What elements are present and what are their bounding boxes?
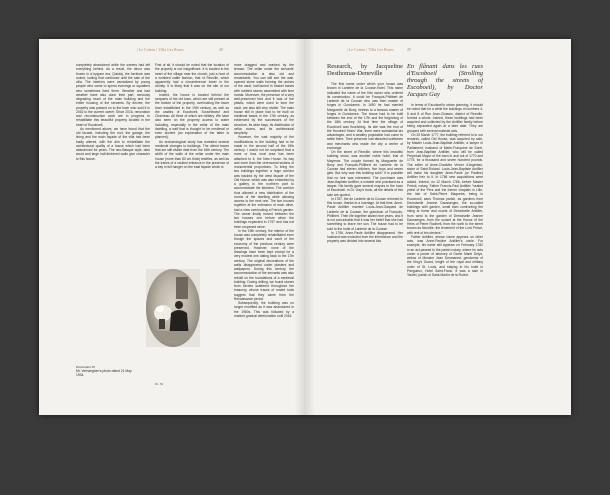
photo-scene <box>146 269 200 347</box>
running-header-left: | Le Cotton | Villa Les Roses <box>137 48 184 52</box>
left-column-3 <box>234 63 294 401</box>
floor-shape <box>151 331 195 341</box>
paragraph: In 1787, the de Lanterie de la Cousse returned to this house, thanks to a marriage. At that time, Anne-Paule Antillier married Louis-Jean-Gaspard de Lanterie de la Cousse, the grandson of François-Philibert. Their life together lasted nine years, and it is not conceivable that it was her belief that she had something to leave her son. The house had to be sold to the hotel of Lanterie de la Cousse. <box>327 196 403 231</box>
right-column-2 <box>407 63 483 401</box>
paragraph: In 1796, Anne-Paule Antillier disappeared. Her husband was excluded from the inheritance and the property was divided into several lots. <box>327 230 403 244</box>
left-column-1 <box>76 63 150 229</box>
paragraph: First of all, it should be noted that the location of the property is not insignificant. It is located in the heart of the village near the church, just a hunt of a wrinkled cattle fashion, that of Rexville, which apparently had a circumference lower in the vicinity. It is likely that it was on the site of our building. <box>155 63 229 93</box>
person-head <box>175 301 183 309</box>
page-number-right: 29 <box>407 48 411 52</box>
flowers-shape <box>156 306 164 312</box>
vase-shape <box>159 319 165 329</box>
paragraph: In the 19th century, the interior of the house was completely rehabilitated even though the spaces and vault of the economy of the previous century were preserved. However, none of the drawings have been kept except for a very modest one dating back to the 17th century. The original decorations of the walls disappeared under plasters and wallpapers. During this century, the accommodation of the servants was also rebuilt on the foundations of a medieval building. During drilling, we found stones from berries scattered throughout the masonry, whose traces of rusted tools suggest that they came from the Renaissance period. <box>234 228 294 301</box>
right-page <box>305 39 571 415</box>
paragraph: In terms of Escoboeil's urban planning, it should be noted that for a while the buildings of numbers 4, 6 and 8 of Rue Jean-Chassin, district of Rexville, formed a whole. Indeed, these buildings had been acquired and collected by the Antillier family before being separated again at a later date. They are grouped with several material acts. <box>407 103 483 133</box>
paragraph: On the street of Rexville, where this beautiful building stood, was another noble hotel, that of Mayence. The couple formed by Marguerite de Bony and François-Philibert de Lanterie de la Cousse had eleven children, five boys and seven girls. But why was this building sold? It is possible that no heir was interested. The purchaser was Jean-Baptiste Antillier, a notable who practised as a lawyer. His family gave several mayors to the town of Escoboeil. In Dr. Gay's book, all the details of this sale are quoted. <box>327 150 403 197</box>
page-number-left: 28 <box>219 48 223 52</box>
paragraph: Subsequently, the building was no longer modified as it was abandoned in the 1980s. This was followed by a marked gradual deterioration until 2016. <box>234 301 294 318</box>
paragraph: Father Antillier, whose name appears on other acts, was Anne-Pauline Antillier's uncle. For example, his name still appears on February 1782 in an act passed to the parish notary, where he acts under a power of attorney of Dame Marie Delys, widow of Messire Jean Desmarest, gendarme of the King's Guard, knight of the royal and military order of St. Louis, and staying in his hotel in Pangueux, Hotel Saint-Franc. It was a sale in Tauliet, parish of Saint-Martin de la Roche. <box>407 234 483 277</box>
running-header-right: | Le Cotton | Villa Les Roses <box>347 48 394 52</box>
paragraph: The first name under which your house was known in Lanterie de la Cousse-Hotel. This name indicated the name of the first owner who ordered its construction. It could be François-Philibert de Lanterie de la Cousse who was then master of forges in Gondomes. In 1690 he had married Marguerite de Bony, heiress to a famous master of forges in Gondomes. The house had to be built between the end of the 17th and the beginning of the 18th century. At that time the village of Escoboeil was flourishing. Its site was the end of the Hundred Years' War, there were substantial tax advantages, and a wealthy population had come to settle there. Their presence had attracted craftsmen and merchants who made the city a centre of exchange. <box>327 82 403 150</box>
paragraph: As mentioned above, we have found that the old facade, including the roof, the garage, the lining and the main façade of the villa has been badly altered, with the aim to rehabilitate the architectural quality of a house which had been abandoned for years. The neo-Basque style, dark wood and large half-timbered walls give character to this house. <box>76 126 150 161</box>
paragraph: more dragged and marked by the terrace. The cellar under the servants' accommodation is also old and remarkable. You can still see the wall-opened stone walls forming the arches of the vault, half-buried in basket bands with rubbled stones assembled with lime mortar. Moreover, the presence of a very well-preserved bed and it was of the plastic, which were used to form the vault, are also still very visible. The main house still in place had to be built on medieval bases in the 17th century, as evidenced by the successors of the structure, its wide bays, its distribution of cellar rooms, and its architectural simplicity. <box>234 63 294 135</box>
paragraph: completely abandoned while the owners had left everything behind. As a result, the décor was frozen in a bygone era. Quickly, the furniture was looted, looting that continued until the sale of the villa. The interiors were vandalized by young people who came to spend evenings or squatters who sometimes lived there. Weather and bad weather have also done their part, seriously degrading much of the main building and the entire housing of the servants. By decree, the property was passed on to the town who sold it in 2016 to the current owner. Since 2016, renovation and reconstruction work are in progress to rehabilitate this beautiful property located in the heart of Escoboeil. <box>76 63 150 127</box>
caption-text: Mr. Verhaeghen's photo dated 21 May 1934. <box>76 369 132 378</box>
paragraph: An archaeological study has revealed several medieval changes to buildings. The oldest traces that are still visible date from the 16th century. The width of the walls of the cellar under the main house (more than 80 cm thick) testifies, as well as the traces of a vaulted entrance in the presence of a bay in full hanger on the east façade which is <box>155 139 229 169</box>
historic-photo <box>146 269 200 347</box>
left-column-2 <box>155 63 229 261</box>
window-shape <box>176 277 188 299</box>
caption-title: Illustration 30 <box>76 365 95 369</box>
book-spread <box>39 39 571 415</box>
paragraph: Indeed, the house is located behind the ramparts of the old town, which are still present at the bottom of the property, overlooking the lower town established in the 19th century, as well as the castles of Escoboeil, Souvetboeuf and Chavreau. All three of which are military. We have also seen on the property access to water including, especially in the cellar of the main dwelling, a well that is thought to be medieval or even ancient (an explanation of the latter is planned). <box>155 92 229 140</box>
paragraph: On 25 March 1777, the building referred to in our remarks, called Old House, was acquired by sale, by Master Louis-Jean-Baptiste Antillier, a lawyer in Parliament, husband of Marie-Françoise de Sorel, from Jean-Baptiste Antillier, who will be called Perpetual Mayor of the town in and out of 1770 and 1775, for a thousand and seven hundred pounds. The seller of Anne-Charlotte Verner d'Argentan, sister of Saint-Roland. Louis-Jean-Baptiste Antillier will make his daughter Anne-Paule (or Pauline) Antillier heir to it. In 1786 new acquisitions were added. Indeed, on 12 March 1786, before Master Pertoil, notary, Father Francis-Paul Antillier "seated priest of the Pers and the former chaplain in Lille, the Isle of Saint-Pierre Maqueira, being in Escoboeil, sans Thomas parish, as gardens from Demoiselle Jeanne Dausserges, the so-called buildings with garden, small barn confronting the rising at home and courts of Demoiselle Antillier, from west to the garden of Demoiselle Jeanne Dausserges, from the sunset at the House of the Heirs of Pierre Rodinell, from the north to the street known as Neuville, the tenement of the Lord Prince, with rent of ten deniers." <box>407 132 483 235</box>
paragraph: However, the vast majority of the modifications to the building had to be made in the second half of the 19th century. I would not be surprised that a more or less rural area has been attached to it, the New House. Its bay and more than the ceremonial sedans of monumental proportions. To bring the two buildings together, a huge corridor was backed by the west façade of the Old House, which was also embodied by a gallery in the northern part to accommodate the kitchens. The corridor thus allowed a new distribution of the rooms of the dwelling while allowing access to the next one. The two houses together at the extension of each other, had a view overlooking a French garden. The owner finally moved between the two houses one before when the buildings expanded in 1797 and has not been reopened since. <box>234 135 294 229</box>
right-column-1 <box>327 63 403 401</box>
oval-photo-vignette <box>146 269 200 347</box>
section-heading: En flânant dans les rues d'Escoboeil (Strolling through the streets of Escoboeil), by Doctor Jacques Gay <box>407 63 483 98</box>
photo-caption <box>76 365 136 378</box>
section-heading: Research, by Jacqueline Desthomas-Deneville <box>327 63 403 77</box>
left-page <box>39 39 305 415</box>
photo-label: Ill. 30 <box>155 382 164 386</box>
